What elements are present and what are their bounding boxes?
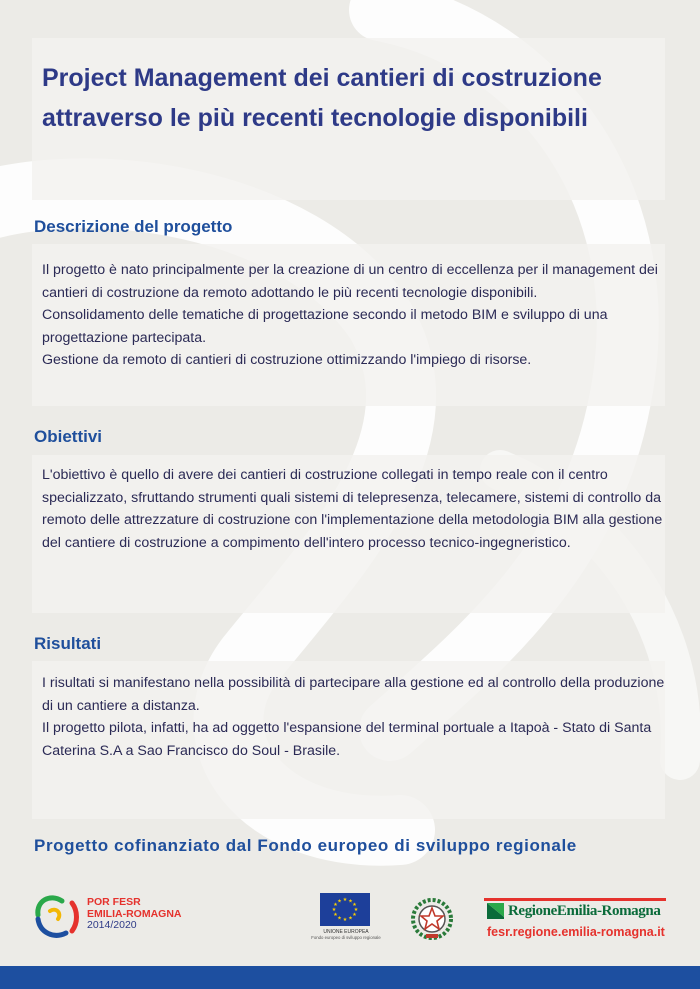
por-fesr-logo [32,893,232,943]
paragraph: Il progetto pilota, infatti, ha ad oggetto l'espansione del terminal portuale a Itapoà - Stato di Santa Caterina S.A a Sao Francisco do Soul - Brasile. [42,720,652,759]
section-heading-descrizione: Descrizione del progetto [34,217,233,236]
por-fesr-line2: EMILIA-ROMAGNA [87,907,182,920]
eu-flag-icon [320,893,370,926]
eu-logo [303,893,389,949]
svg-text:★: ★ [331,907,337,913]
cofinance-statement: Progetto cofinanziato dal Fondo europeo di sviluppo regionale [34,836,577,855]
svg-text:★: ★ [333,902,338,908]
por-fesr-period: 2014/2020 [87,919,137,931]
svg-text:★: ★ [348,915,353,922]
svg-text:★: ★ [337,915,342,922]
section-heading-obiettivi: Obiettivi [34,427,103,446]
region-name: RegioneEmilia-Romagna [508,903,661,919]
bottom-bar [0,966,700,989]
page-title: Project Management dei cantieri di costruzione attraverso le più recenti tecnologie disponibili [42,64,602,132]
italian-republic-emblem-icon [409,896,455,942]
eu-fund-label: Fondo europeo di sviluppo regionale [311,935,381,940]
paragraph: Il progetto è nato principalmente per la creazione di un centro di eccellenza per il management dei cantieri di costruzione da remoto adottando le più recenti tecnologie disponibili. [42,262,658,301]
svg-text:★: ★ [333,912,338,918]
svg-text:★: ★ [342,897,348,903]
svg-text:★: ★ [348,898,353,905]
svg-text:★: ★ [353,907,359,913]
por-fesr-swirl-icon [32,893,84,941]
svg-text:★: ★ [352,912,357,918]
por-fesr-line1: POR FESR [87,896,141,908]
section-heading-risultati: Risultati [34,634,102,653]
section-body-descrizione [42,259,667,372]
region-url-link[interactable]: fesr.regione.emilia-romagna.it [487,925,665,939]
por-fesr-text [87,897,182,932]
paragraph: Gestione da remoto di cantieri di costruzione ottimizzando l'impiego di risorse. [42,352,532,368]
section-body-obiettivi [42,464,667,554]
paragraph: I risultati si manifestano nella possibilità di partecipare alla gestione ed al controllo della produzione di un cantiere a distanza. [42,675,665,714]
regione-emilia-romagna-logo [484,897,669,942]
section-body-risultati [42,672,667,762]
paragraph: L'obiettivo è quello di avere dei cantieri di costruzione collegati in tempo reale con il centro specializzato, sfruttando strumenti quali sistemi di telepresenza, telecamere, sistemi di controllo da remoto delle attrezzature di costruzione con l'implementazione della metodologia BIM alla gestione del cantiere di costruzione a compimento dell'intero processo tecnico-ingegneristico. [42,467,663,551]
paragraph: Consolidamento delle tematiche di progettazione secondo il metodo BIM e sviluppo di una progettazione partecipata. [42,307,608,346]
eu-label: UNIONE EUROPEA [323,929,369,935]
svg-text:★: ★ [352,902,357,908]
svg-text:★: ★ [342,917,348,923]
svg-text:★: ★ [337,898,342,905]
